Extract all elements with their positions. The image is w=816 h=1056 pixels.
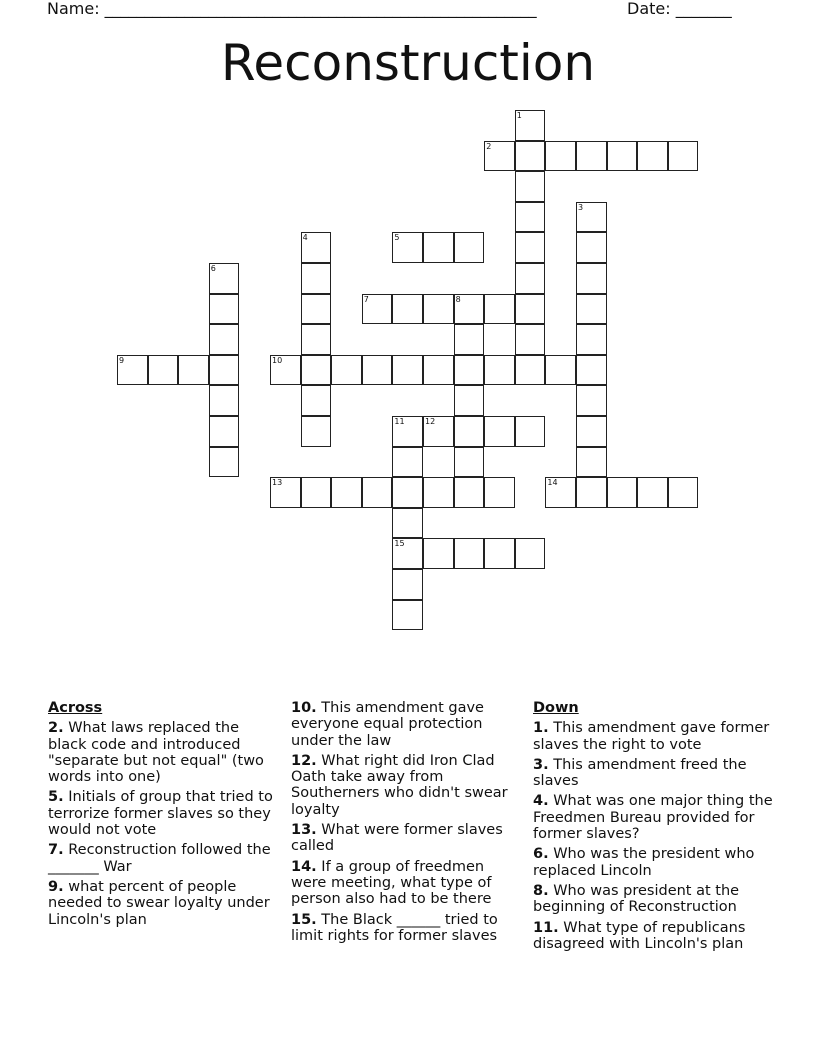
clue-text: The Black ______ tried to limit rights for former slaves	[291, 911, 498, 944]
clues-column-1	[48, 700, 276, 932]
crossword-cell[interactable]	[576, 385, 607, 416]
crossword-cell[interactable]	[484, 294, 515, 325]
crossword-cell[interactable]	[392, 569, 423, 600]
crossword-cell[interactable]	[423, 477, 454, 508]
clue-number: 10.	[291, 700, 317, 716]
crossword-cell[interactable]	[392, 538, 423, 569]
clue-number: 6.	[533, 846, 549, 863]
crossword-cell[interactable]	[392, 355, 423, 386]
crossword-cell[interactable]	[178, 355, 209, 386]
clue-text: If a group of freedmen were meeting, what type of person also had to be there	[291, 858, 492, 908]
crossword-cell[interactable]	[209, 294, 240, 325]
clue-number: 2.	[48, 720, 64, 737]
crossword-cell[interactable]	[423, 294, 454, 325]
crossword-cell[interactable]	[392, 477, 423, 508]
crossword-cell[interactable]	[637, 141, 668, 172]
crossword-cell[interactable]	[209, 355, 240, 386]
crossword-cell[interactable]	[515, 232, 546, 263]
cell-number: 3	[578, 202, 584, 212]
crossword-cell[interactable]	[454, 477, 485, 508]
crossword-cell[interactable]	[301, 263, 332, 294]
clue-item	[533, 793, 773, 842]
crossword-cell[interactable]	[301, 232, 332, 263]
crossword-cell[interactable]	[607, 477, 638, 508]
clue-item	[48, 842, 276, 875]
crossword-cell[interactable]	[668, 141, 699, 172]
crossword-cell[interactable]	[576, 416, 607, 447]
clue-text: This amendment gave former slaves the right to vote	[533, 720, 770, 753]
cell-number: 13	[272, 478, 283, 488]
clue-number: 5.	[48, 789, 64, 806]
crossword-cell[interactable]	[392, 232, 423, 263]
crossword-cell[interactable]	[545, 477, 576, 508]
crossword-cell[interactable]	[484, 355, 515, 386]
cell-number: 15	[394, 539, 405, 549]
crossword-cell[interactable]	[423, 538, 454, 569]
clues-section	[0, 700, 816, 1000]
down-heading: Down	[533, 700, 579, 716]
crossword-cell[interactable]	[209, 447, 240, 478]
crossword-cell[interactable]	[515, 263, 546, 294]
cell-number: 7	[363, 294, 369, 304]
clue-number: 1.	[533, 720, 549, 737]
cell-number: 10	[272, 355, 283, 365]
crossword-cell[interactable]	[301, 294, 332, 325]
clue-number: 11.	[533, 919, 559, 936]
cell-number: 14	[547, 478, 558, 488]
crossword-cell[interactable]	[515, 324, 546, 355]
clue-item	[291, 822, 521, 855]
crossword-cell[interactable]	[423, 232, 454, 263]
crossword-cell[interactable]	[454, 324, 485, 355]
crossword-cell[interactable]	[576, 232, 607, 263]
crossword-cell[interactable]	[576, 324, 607, 355]
crossword-cell[interactable]	[270, 477, 301, 508]
crossword-cell[interactable]	[515, 202, 546, 233]
crossword-cell[interactable]	[576, 141, 607, 172]
crossword-cell[interactable]	[545, 141, 576, 172]
crossword-cell[interactable]	[392, 508, 423, 539]
clue-text: This amendment freed the slaves	[533, 756, 747, 790]
crossword-cell[interactable]	[392, 600, 423, 631]
crossword-cell[interactable]	[392, 416, 423, 447]
clue-item	[291, 912, 521, 945]
crossword-cell[interactable]	[331, 477, 362, 508]
crossword-cell[interactable]	[392, 294, 423, 325]
crossword-cell[interactable]	[454, 232, 485, 263]
clue-item	[533, 720, 773, 753]
page-title: Reconstruction	[220, 34, 596, 92]
clue-text: Initials of group that tried to terrorize former slaves so they would not vote	[48, 789, 273, 839]
crossword-cell[interactable]	[637, 477, 668, 508]
crossword-cell[interactable]	[270, 355, 301, 386]
clue-text: Who was president at the beginning of Reconstruction	[533, 882, 740, 916]
crossword-cell[interactable]	[515, 171, 546, 202]
clue-text: Reconstruction followed the _______ War	[48, 842, 271, 875]
crossword-cell[interactable]	[148, 355, 179, 386]
clue-number: 12.	[291, 752, 317, 769]
clue-number: 15.	[291, 911, 317, 928]
crossword-cell[interactable]	[362, 477, 393, 508]
clue-number: 3.	[533, 756, 549, 773]
cell-number: 8	[455, 294, 461, 304]
crossword-cell[interactable]	[515, 110, 546, 141]
clue-item	[291, 859, 521, 908]
crossword-cell[interactable]	[515, 294, 546, 325]
clue-item	[533, 846, 773, 879]
crossword-cell[interactable]	[607, 141, 638, 172]
crossword-cell[interactable]	[576, 477, 607, 508]
clue-item	[291, 700, 521, 749]
name-field-label[interactable]: Name: ______________________________________________________	[47, 0, 537, 18]
clue-item	[533, 920, 773, 953]
cell-number: 5	[394, 233, 400, 243]
crossword-cell[interactable]	[576, 202, 607, 233]
crossword-cell[interactable]	[209, 385, 240, 416]
clue-number: 13.	[291, 822, 317, 839]
crossword-cell[interactable]	[545, 355, 576, 386]
clue-number: 4.	[533, 793, 549, 810]
crossword-cell[interactable]	[423, 355, 454, 386]
clue-number: 9.	[48, 878, 64, 895]
crossword-cell[interactable]	[576, 294, 607, 325]
clue-item	[291, 753, 521, 818]
clue-number: 14.	[291, 858, 317, 875]
crossword-cell[interactable]	[301, 324, 332, 355]
clue-item	[48, 720, 276, 785]
crossword-cell[interactable]	[423, 416, 454, 447]
crossword-cell[interactable]	[454, 385, 485, 416]
clue-text: what percent of people needed to swear loyalty under Lincoln's plan	[48, 878, 270, 928]
cell-number: 12	[425, 417, 436, 426]
clue-item	[533, 757, 773, 790]
crossword-cell[interactable]	[515, 416, 546, 447]
cell-number: 4	[302, 233, 308, 243]
cell-number: 2	[486, 141, 492, 151]
crossword-cell[interactable]	[515, 141, 546, 172]
crossword-cell[interactable]	[484, 477, 515, 508]
crossword-cell[interactable]	[454, 294, 485, 325]
clue-text: Who was the president who replaced Lincoln	[533, 846, 755, 879]
cell-number: 6	[210, 264, 216, 273]
clue-text: What laws replaced the black code and introduced "separate but not equal" (two words into one)	[48, 720, 264, 786]
crossword-cell[interactable]	[331, 355, 362, 386]
clue-text: What right did Iron Clad Oath take away from Southerners who didn't swear loyalty	[291, 752, 508, 818]
crossword-cell[interactable]	[209, 324, 240, 355]
crossword-cell[interactable]	[454, 355, 485, 386]
crossword-cell[interactable]	[392, 447, 423, 478]
crossword-cell[interactable]	[484, 538, 515, 569]
crossword-cell[interactable]	[209, 263, 240, 294]
crossword-cell[interactable]	[484, 416, 515, 447]
clue-text: This amendment gave everyone equal protection under the law	[291, 700, 484, 749]
crossword-cell[interactable]	[484, 141, 515, 172]
crossword-cell[interactable]	[454, 447, 485, 478]
clues-column-2	[291, 700, 521, 948]
crossword-cell[interactable]	[362, 355, 393, 386]
clue-item	[48, 789, 276, 838]
clues-column-3	[533, 700, 773, 956]
crossword-cell[interactable]	[515, 355, 546, 386]
cell-number: 9	[119, 355, 125, 365]
clue-number: 7.	[48, 842, 64, 859]
crossword-cell[interactable]	[576, 447, 607, 478]
crossword-cell[interactable]	[117, 355, 148, 386]
date-field-label[interactable]: Date: _______	[627, 0, 732, 18]
crossword-cell[interactable]	[668, 477, 699, 508]
crossword-cell[interactable]	[576, 355, 607, 386]
clue-number: 8.	[533, 882, 549, 899]
cell-number: 1	[516, 111, 522, 120]
clue-item	[48, 879, 276, 928]
crossword-cell[interactable]	[454, 538, 485, 569]
clue-text: What was one major thing the Freedmen Bureau provided for former slaves?	[533, 793, 773, 843]
crossword-cell[interactable]	[301, 416, 332, 447]
crossword-cell[interactable]	[301, 477, 332, 508]
crossword-cell[interactable]	[576, 263, 607, 294]
across-heading: Across	[48, 700, 103, 716]
crossword-cell[interactable]	[454, 416, 485, 447]
crossword-cell[interactable]	[209, 416, 240, 447]
crossword-cell[interactable]	[362, 294, 393, 325]
clue-text: What type of republicans disagreed with Lincoln's plan	[533, 919, 746, 952]
clue-item	[533, 883, 773, 916]
crossword-cell[interactable]	[301, 385, 332, 416]
crossword-cell[interactable]	[515, 538, 546, 569]
clue-text: What were former slaves called	[291, 822, 503, 855]
cell-number: 11	[394, 417, 405, 426]
crossword-cell[interactable]	[301, 355, 332, 386]
